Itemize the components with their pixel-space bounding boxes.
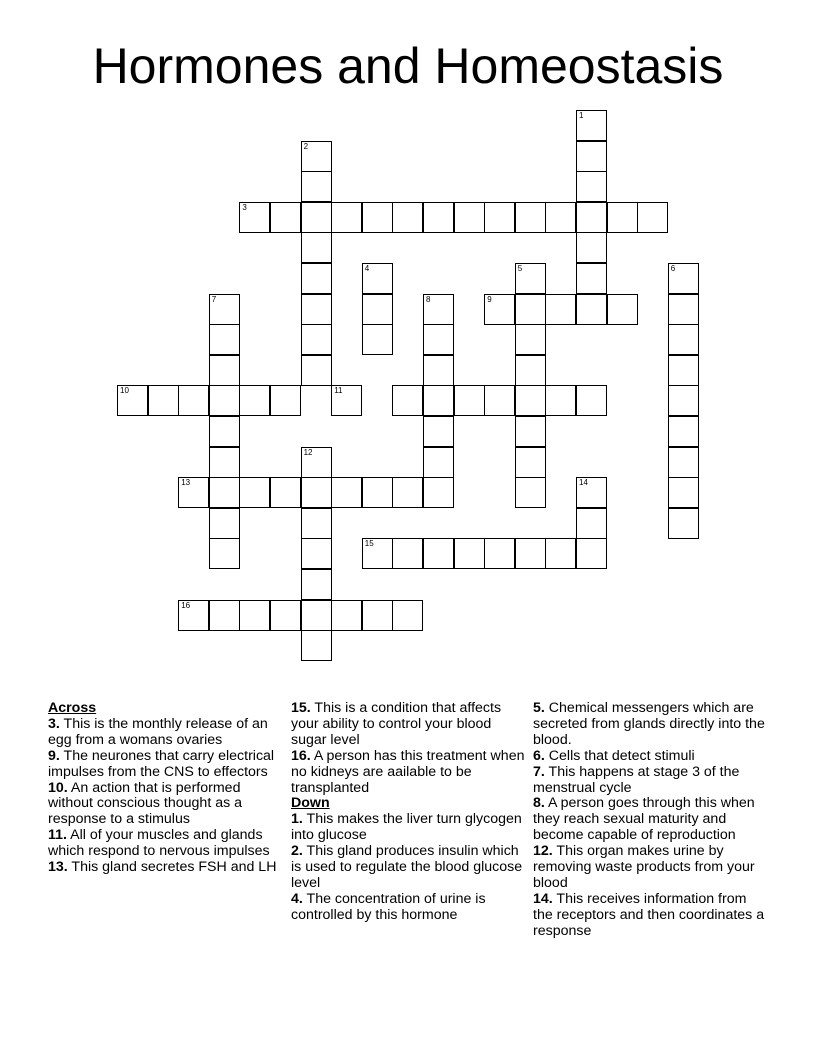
grid-cell[interactable]: [362, 600, 393, 631]
across-heading: Across: [48, 700, 97, 716]
grid-cell[interactable]: [362, 202, 393, 233]
cell-number: 4: [364, 264, 370, 273]
clue-down-14[interactable]: 14. This receives information from the receptors and then coordinates a response: [533, 890, 765, 939]
grid-cell[interactable]: [209, 294, 240, 325]
cell-number: 15: [364, 539, 374, 549]
grid-cell[interactable]: [301, 202, 332, 233]
cell-number: 6: [670, 264, 676, 273]
grid-cell[interactable]: [392, 385, 423, 416]
grid-cell[interactable]: [607, 294, 638, 325]
grid-cell[interactable]: [515, 447, 546, 478]
grid-cell[interactable]: [668, 477, 699, 508]
grid-cell[interactable]: [668, 447, 699, 478]
grid-cell[interactable]: [362, 538, 393, 569]
grid-cell[interactable]: [301, 355, 332, 386]
clue-across-9[interactable]: 9. The neurones that carry electrical impulses from the CNS to effectors: [48, 747, 275, 780]
grid-cell[interactable]: [576, 477, 607, 508]
cell-number: 12: [303, 447, 313, 457]
grid-cell[interactable]: [668, 263, 699, 294]
cell-number: 8: [426, 294, 431, 304]
grid-cell[interactable]: [515, 416, 546, 447]
clue-down-4[interactable]: 4. The concentration of urine is controlled by this hormone: [291, 890, 486, 923]
grid-cell[interactable]: [301, 630, 332, 661]
grid-cell[interactable]: [576, 110, 607, 141]
clue-column-2: [291, 701, 529, 924]
grid-cell[interactable]: [668, 294, 699, 325]
grid-cell[interactable]: [423, 355, 454, 386]
grid-cell[interactable]: [515, 324, 546, 355]
cell-number: 1: [579, 111, 584, 120]
cell-number: 5: [517, 264, 523, 273]
grid-cell[interactable]: [209, 508, 240, 539]
grid-cell[interactable]: [301, 263, 332, 294]
grid-cell[interactable]: [392, 477, 423, 508]
grid-cell[interactable]: [301, 171, 332, 202]
grid-cell[interactable]: [331, 385, 362, 416]
grid-cell[interactable]: [209, 324, 240, 355]
grid-cell[interactable]: [209, 600, 240, 631]
grid-cell[interactable]: [301, 538, 332, 569]
grid-cell[interactable]: [362, 324, 393, 355]
grid-cell[interactable]: [576, 385, 607, 416]
grid-cell[interactable]: [576, 171, 607, 202]
grid-cell[interactable]: [301, 508, 332, 539]
grid-cell[interactable]: [515, 263, 546, 294]
grid-cell[interactable]: [668, 355, 699, 386]
grid-cell[interactable]: [545, 294, 576, 325]
clue-down-12[interactable]: 12. This organ makes urine by removing waste products from your blood: [533, 843, 755, 891]
cell-number: 9: [487, 294, 492, 304]
cell-number: 14: [579, 478, 588, 488]
grid-cell[interactable]: [178, 477, 209, 508]
clue-across-10[interactable]: 10. An action that is performed without conscious thought as a response to a stimulus: [48, 779, 243, 828]
grid-cell[interactable]: [270, 477, 301, 508]
grid-cell[interactable]: [423, 385, 454, 416]
grid-cell[interactable]: [270, 600, 301, 631]
grid-cell[interactable]: [484, 294, 515, 325]
grid-cell[interactable]: [270, 385, 301, 416]
clue-down-1[interactable]: 1. This makes the liver turn glycogen into glucose: [291, 811, 522, 844]
cell-number: 10: [120, 386, 129, 396]
grid-cell[interactable]: [362, 263, 393, 294]
grid-cell[interactable]: [668, 324, 699, 355]
grid-cell[interactable]: [668, 508, 699, 539]
clue-down-2[interactable]: 2. This gland produces insulin which is used to regulate the blood glucose level: [291, 843, 523, 891]
grid-cell[interactable]: [484, 202, 515, 233]
grid-cell[interactable]: [423, 202, 454, 233]
grid-cell[interactable]: [515, 294, 546, 325]
clue-column-3: [533, 701, 769, 940]
clue-column-1: [48, 701, 284, 876]
grid-cell[interactable]: [607, 202, 638, 233]
grid-cell[interactable]: [576, 294, 607, 325]
clue-down-5[interactable]: 5. Chemical messengers which are secreted from glands directly into the blood.: [533, 700, 765, 748]
grid-cell[interactable]: [576, 508, 607, 539]
grid-cell[interactable]: [331, 600, 362, 631]
clue-across-16[interactable]: 16. A person has this treatment when no kidneys are aailable to be transplanted: [291, 747, 525, 796]
grid-cell[interactable]: [576, 263, 607, 294]
grid-cell[interactable]: [454, 538, 485, 569]
grid-cell[interactable]: [545, 385, 576, 416]
grid-cell[interactable]: [484, 385, 515, 416]
clue-across-13[interactable]: 13. This gland secretes FSH and LH: [48, 859, 277, 876]
grid-cell[interactable]: [576, 538, 607, 569]
grid-cell[interactable]: [239, 477, 270, 508]
grid-cell[interactable]: [392, 538, 423, 569]
grid-cell[interactable]: [301, 600, 332, 631]
grid-cell[interactable]: [484, 538, 515, 569]
grid-cell[interactable]: [301, 447, 332, 478]
grid-cell[interactable]: [668, 416, 699, 447]
grid-cell[interactable]: [362, 477, 393, 508]
grid-cell[interactable]: [423, 324, 454, 355]
grid-cell[interactable]: [331, 202, 362, 233]
grid-cell[interactable]: [515, 202, 546, 233]
clue-across-3[interactable]: 3. This is the monthly release of an egg from a womans ovaries: [48, 715, 268, 748]
cell-number: 16: [181, 600, 191, 610]
grid-cell[interactable]: [576, 232, 607, 263]
grid-cell[interactable]: [515, 477, 546, 508]
grid-cell[interactable]: [515, 355, 546, 386]
grid-cell[interactable]: [178, 600, 209, 631]
grid-cell[interactable]: [209, 416, 240, 447]
grid-cell[interactable]: [178, 385, 209, 416]
grid-cell[interactable]: [423, 294, 454, 325]
grid-cell[interactable]: [454, 202, 485, 233]
clue-down-8[interactable]: 8. A person goes through this when they reach sexual maturity and become capable of reproduction: [533, 795, 755, 844]
grid-cell[interactable]: [270, 202, 301, 233]
cell-number: 3: [242, 202, 247, 212]
cell-number: 11: [334, 386, 343, 396]
grid-cell[interactable]: [423, 416, 454, 447]
clue-down-6[interactable]: 6. Cells that detect stimuli: [533, 747, 695, 764]
grid-cell[interactable]: [301, 477, 332, 508]
grid-cell[interactable]: [117, 385, 148, 416]
clue-across-15[interactable]: 15. This is a condition that affects your ability to control your blood sugar level: [291, 700, 502, 748]
page-title: Hormones and Homeostasis: [92, 38, 724, 94]
grid-cell[interactable]: [423, 447, 454, 478]
grid-cell[interactable]: [423, 477, 454, 508]
grid-cell[interactable]: [209, 385, 240, 416]
grid-cell[interactable]: [392, 202, 423, 233]
grid-cell[interactable]: [301, 569, 332, 600]
grid-cell[interactable]: [301, 141, 332, 172]
grid-cell[interactable]: [423, 538, 454, 569]
clue-down-7[interactable]: 7. This happens at stage 3 of the menstrual cycle: [533, 763, 740, 796]
grid-cell[interactable]: [209, 477, 240, 508]
grid-cell[interactable]: [239, 600, 270, 631]
grid-cell[interactable]: [301, 294, 332, 325]
grid-cell[interactable]: [301, 232, 332, 263]
grid-cell[interactable]: [209, 538, 240, 569]
grid-cell[interactable]: [392, 600, 423, 631]
grid-cell[interactable]: [515, 538, 546, 569]
grid-cell[interactable]: [301, 324, 332, 355]
grid-cell[interactable]: [148, 385, 179, 416]
cell-number: 13: [181, 478, 191, 488]
grid-cell[interactable]: [209, 355, 240, 386]
clue-across-11[interactable]: 11. All of your muscles and glands which respond to nervous impulses: [48, 827, 270, 860]
grid-cell[interactable]: [576, 202, 607, 233]
grid-cell[interactable]: [362, 294, 393, 325]
grid-cell[interactable]: [515, 385, 546, 416]
cell-number: 7: [211, 294, 217, 304]
grid-cell[interactable]: [668, 385, 699, 416]
grid-cell[interactable]: [637, 202, 668, 233]
grid-cell[interactable]: [454, 385, 485, 416]
cell-number: 2: [303, 141, 309, 151]
grid-cell[interactable]: [545, 202, 576, 233]
grid-cell[interactable]: [545, 538, 576, 569]
grid-cell[interactable]: [331, 477, 362, 508]
down-heading: Down: [291, 795, 330, 812]
grid-cell[interactable]: [239, 385, 270, 416]
grid-cell[interactable]: [576, 141, 607, 172]
grid-cell[interactable]: [239, 202, 270, 233]
grid-cell[interactable]: [209, 447, 240, 478]
